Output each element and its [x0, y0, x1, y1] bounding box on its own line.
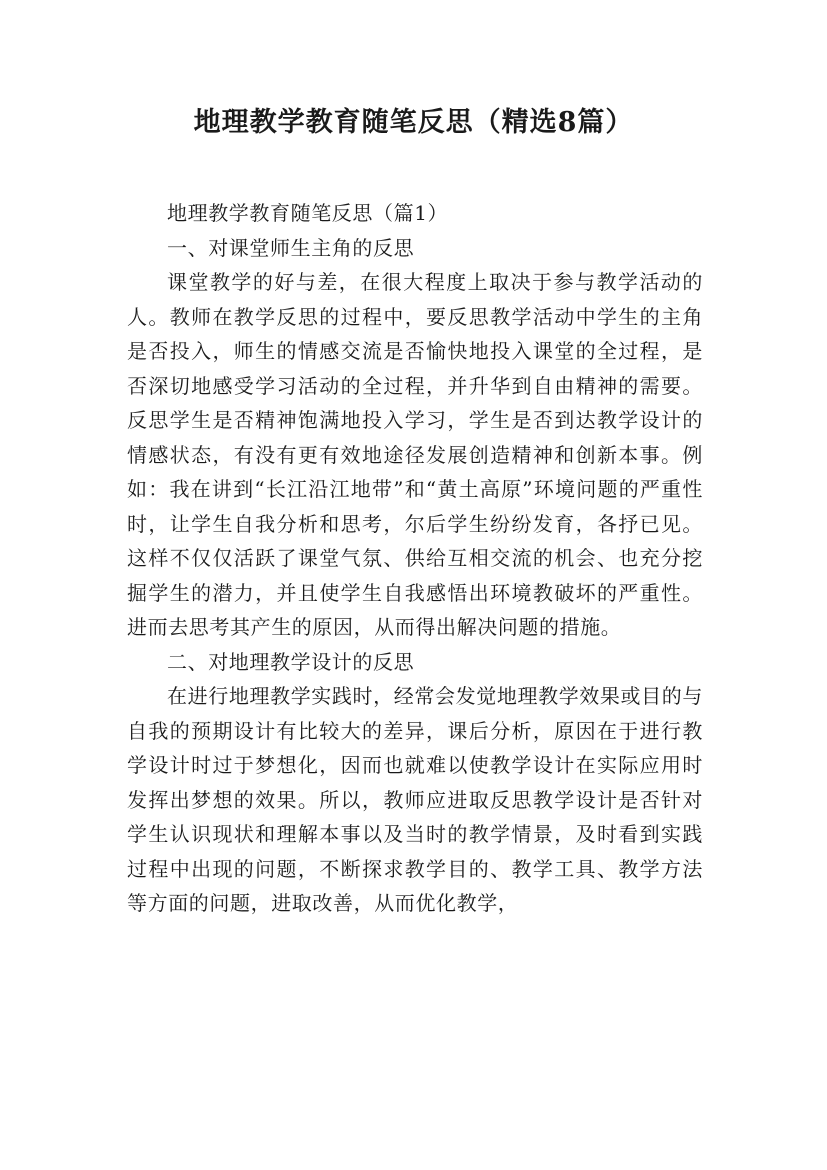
- document-body: [127, 196, 703, 921]
- section-heading-2: 二、对地理教学设计的反思: [167, 649, 415, 674]
- document-title: 地理教学教育随笔反思（精选8篇）: [193, 107, 634, 138]
- section-heading-1: 一、对课堂师生主角的反思: [167, 235, 415, 260]
- section-title: 地理教学教育随笔反思（篇1）: [167, 201, 449, 225]
- paragraph-2: 在进行地理教学实践时，经常会发觉地理教学效果或目的与自我的预期设计有比较大的差异，课后分析，原因在于进行教学设计时过于梦想化，因而也就难以使教学设计在实际应用时发挥出梦想的效果。所以，教师应进取反思教学设计是否针对学生认识现状和理解本事以及当时的教学情景，及时看到实践过程中出现的问题，不断探求教学目的、教学工具、教学方法等方面的问题，进取改善，从而优化教学，: [127, 684, 703, 915]
- paragraph-1: 课堂教学的好与差，在很大程度上取决于参与教学活动的人。教师在教学反思的过程中，要反思教学活动中学生的主角是否投入，师生的情感交流是否愉快地投入课堂的全过程，是否深切地感受学习活动的全过程，并升华到自由精神的需要。反思学生是否精神饱满地投入学习，学生是否到达教学设计的情感状态，有没有更有效地途径发展创造精神和创新本事。例如：我在讲到“长江沿江地带”和“黄土高原”环境问题的严重性时，让学生自我分析和思考，尔后学生纷纷发育，各抒已见。这样不仅仅活跃了课堂气氛、供给互相交流的机会、也充分挖掘学生的潜力，并且使学生自我感悟出环境教破坏的严重性。进而去思考其产生的原因，从而得出解决问题的措施。: [127, 270, 703, 639]
